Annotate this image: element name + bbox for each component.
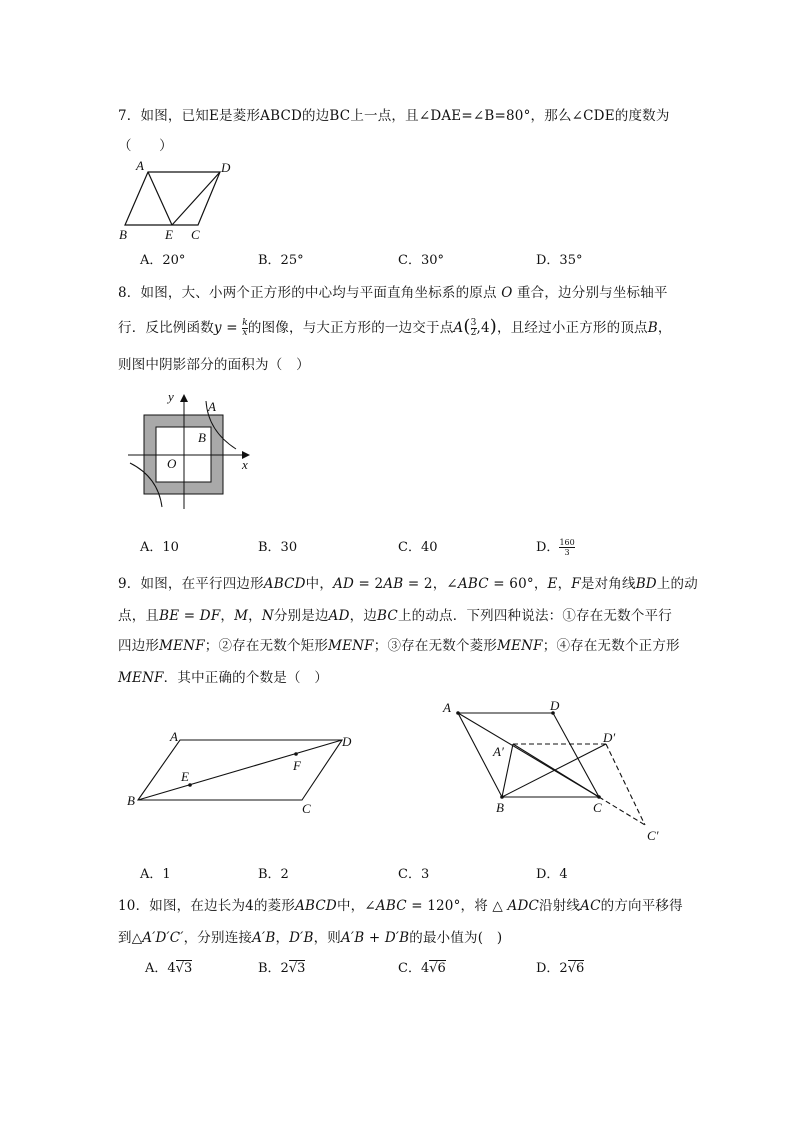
q10-option-b[interactable]: B．2√3 — [258, 961, 306, 976]
q8-stem-line2: 行．反比例函数y = $\frac{k}{x}$的图像，与大正方形的一边交于点A( 3 2,4)，且经过小正方形的顶点B， — [118, 316, 672, 338]
label-d: D — [221, 160, 231, 175]
q10-option-a[interactable]: A．4√3 — [145, 961, 193, 976]
q9-stem-line4: MENF．其中正确的个数是（ ） — [118, 670, 329, 686]
q10-option-c[interactable]: C．4√6 — [398, 961, 446, 976]
q8-option-d[interactable]: D． 160 3 — [536, 538, 575, 557]
label-e: E — [165, 227, 173, 242]
q7-stem-line2: （ ） — [118, 138, 173, 154]
q8-stem-line1: 8．如图，大、小两个正方形的中心均与平面直角坐标系的原点 O 重合，边分别与坐标轴平 — [118, 285, 668, 301]
point-b — [500, 795, 504, 799]
q9-option-a[interactable]: A．1 — [140, 867, 171, 882]
label-d-prime: D′ — [603, 730, 616, 745]
q7-stem-line1: 7．如图，已知E是菱形ABCD的边BC上一点，且∠DAE=∠B=80°，那么∠CDE的度数为 — [118, 108, 670, 124]
label-a: A — [208, 399, 216, 414]
label-b: B — [198, 430, 206, 445]
segment-a2-c — [513, 744, 599, 797]
q7-rhombus-figure — [115, 158, 240, 244]
q7-option-a[interactable]: A．20° — [140, 253, 186, 268]
label-a: A — [170, 729, 178, 744]
rhombus-abcd — [125, 172, 220, 225]
q9-parallelogram-figure — [120, 725, 360, 820]
label-a: A — [136, 158, 144, 173]
y-axis-arrow — [180, 394, 188, 402]
diagonal-bd — [138, 740, 342, 800]
label-a-prime: A′ — [493, 744, 504, 759]
q7-option-c[interactable]: C．30° — [398, 253, 444, 268]
label-o: O — [167, 456, 177, 471]
q9-stem-line1: 9．如图，在平行四边形ABCD中，AD = 2AB = 2，∠ABC = 60°，E，F是对角线BD上的动 — [118, 576, 698, 592]
label-b: B — [127, 793, 135, 808]
point-f — [294, 752, 298, 756]
q9-stem-line2: 点，且BE = DF，M，N分别是边AD，边BC上的动点．下列四种说法：①存在无数个平行 — [118, 608, 672, 624]
q8-squares-figure — [122, 385, 262, 510]
label-f: F — [293, 758, 301, 773]
q10-stem-line2: 到△A′D′C′，分别连接A′B，D′B，则A′B + D′B的最小值为( ) — [118, 930, 503, 946]
q9-option-c[interactable]: C．3 — [398, 867, 430, 882]
q7-option-d[interactable]: D．35° — [536, 253, 583, 268]
segment-d2-c2 — [606, 744, 645, 825]
segment-ae — [148, 172, 172, 225]
q8-option-c[interactable]: C．40 — [398, 540, 438, 555]
label-c-prime: C′ — [647, 828, 659, 843]
segment-b-d2 — [502, 744, 606, 797]
q8-option-a[interactable]: A．10 — [140, 540, 179, 555]
point-c — [597, 795, 601, 799]
label-e: E — [181, 769, 189, 784]
label-b: B — [496, 800, 504, 815]
label-c: C — [302, 801, 311, 816]
q10-translation-figure — [435, 692, 680, 847]
point-a — [456, 711, 460, 715]
q8-stem-line3: 则图中阴影部分的面积为（ ） — [118, 357, 310, 373]
q8-option-b[interactable]: B．30 — [258, 540, 298, 555]
q9-stem-line3: 四边形MENF；②存在无数个矩形MENF；③存在无数个菱形MENF；④存在无数个正方形 — [118, 638, 680, 654]
q7-option-b[interactable]: B．25° — [258, 253, 304, 268]
label-y: y — [168, 389, 174, 404]
label-a: A — [443, 700, 451, 715]
label-b: B — [119, 227, 127, 242]
label-c: C — [191, 227, 200, 242]
label-x: x — [242, 457, 248, 472]
label-d: D — [342, 734, 352, 749]
segment-de — [172, 172, 220, 225]
q9-option-b[interactable]: B．2 — [258, 867, 289, 882]
label-c: C — [593, 800, 602, 815]
q10-stem-line1: 10．如图，在边长为4的菱形ABCD中，∠ABC = 120°，将 △ ADC沿射线AC的方向平移得 — [118, 898, 683, 914]
label-d: D — [550, 698, 560, 713]
q10-option-d[interactable]: D．2√6 — [536, 961, 585, 976]
q9-option-d[interactable]: D．4 — [536, 867, 568, 882]
